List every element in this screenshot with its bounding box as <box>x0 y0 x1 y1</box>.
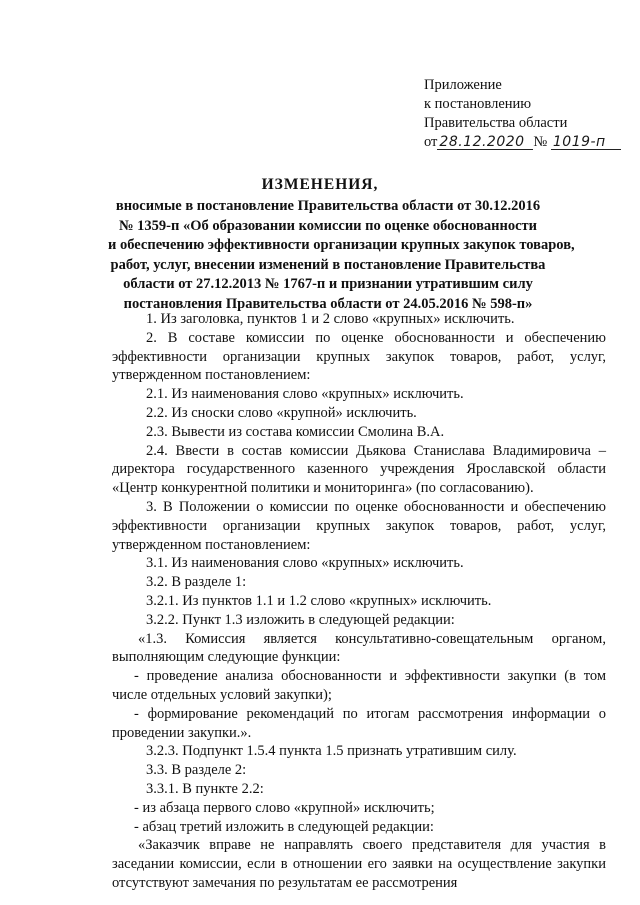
number-label: № <box>533 134 548 150</box>
paragraph: 3. В Положении о комиссии по оценке обоснованности и обеспечению эффективности организации крупных закупок товаров, работ, услуг, утвержденном постановлением: <box>112 498 606 553</box>
list-item: - абзац третий изложить в следующей редакции: <box>134 818 434 835</box>
subtitle-line: и обеспечению эффективности организации крупных закупок товаров, <box>108 237 575 253</box>
paragraph: 2.3. Вывести из состава комиссии Смолина В.А. <box>146 423 445 440</box>
from-label: от <box>424 134 438 150</box>
document-title: ИЗМЕНЕНИЯ, <box>261 176 379 193</box>
paragraph: 1. Из заголовка, пунктов 1 и 2 слово «крупных» исключить. <box>146 311 515 327</box>
subtitle-line: области от 27.12.2013 № 1767-п и признании утратившим силу <box>123 276 533 292</box>
list-item: - из абзаца первого слово «крупной» исключить; <box>134 799 435 816</box>
paragraph: 3.2.1. Из пунктов 1.1 и 1.2 слово «крупных» исключить. <box>146 592 492 609</box>
document-subtitle <box>108 197 575 314</box>
paragraph: 2.4. Ввести в состав комиссии Дьякова Станислава Владимировича – директора государственного казенного учреждения Ярославской области «Центр конкурентной политики и мониторинга» (по согласованию). <box>112 442 606 497</box>
list-item: - формирование рекомендаций по итогам рассмотрения информации о проведении закупки.». <box>112 705 606 741</box>
document-body <box>112 310 606 893</box>
quoted-paragraph: «Заказчик вправе не направлять своего представителя для участия в заседании комиссии, если в отношении его заявки на осуществление закупки отсутствуют замечания по результатам ее рассмотрения <box>112 837 606 891</box>
paragraph: 2. В составе комиссии по оценке обоснованности и обеспечению эффективности организации крупных закупок товаров, работ, услуг, утвержденном постановлением: <box>112 329 606 384</box>
paragraph: 3.2.2. Пункт 1.3 изложить в следующей редакции: <box>146 611 455 628</box>
paragraph: 3.1. Из наименования слово «крупных» исключить. <box>146 555 464 572</box>
subtitle-line: вносимые в постановление Правительства области от 30.12.2016 <box>115 198 541 214</box>
paragraph: 3.2. В разделе 1: <box>146 574 247 591</box>
quoted-paragraph: «1.3. Комиссия является консультативно-совещательным органом, выполняющим следующие функции: <box>112 630 606 666</box>
subtitle-line: № 1359-п «Об образовании комиссии по оценке обоснованности <box>118 217 538 234</box>
paragraph: 3.3. В разделе 2: <box>146 762 247 779</box>
paragraph: 3.2.3. Подпункт 1.5.4 пункта 1.5 признать утратившим силу. <box>146 743 517 760</box>
appendix-block <box>424 76 634 152</box>
handwritten-number: 1019-п <box>551 135 621 150</box>
handwritten-date: 28.12.2020 <box>437 135 533 150</box>
appendix-label: Приложение <box>424 77 502 93</box>
paragraph: 3.3.1. В пункте 2.2: <box>146 780 264 797</box>
appendix-to-resolution: к постановлению <box>424 96 532 112</box>
appendix-date-number-line <box>424 133 634 152</box>
paragraph: 2.1. Из наименования слово «крупных» исключить. <box>146 386 464 403</box>
subtitle-line: работ, услуг, внесении изменений в постановление Правительства <box>110 256 546 273</box>
appendix-government: Правительства области <box>424 115 568 131</box>
paragraph: 2.2. Из сноски слово «крупной» исключить. <box>146 404 417 421</box>
list-item: - проведение анализа обоснованности и эффективности закупки (в том числе отдельных условий закупки); <box>112 668 606 703</box>
subtitle-line: постановления Правительства области от 24.05.2016 № 598-п» <box>123 295 533 312</box>
